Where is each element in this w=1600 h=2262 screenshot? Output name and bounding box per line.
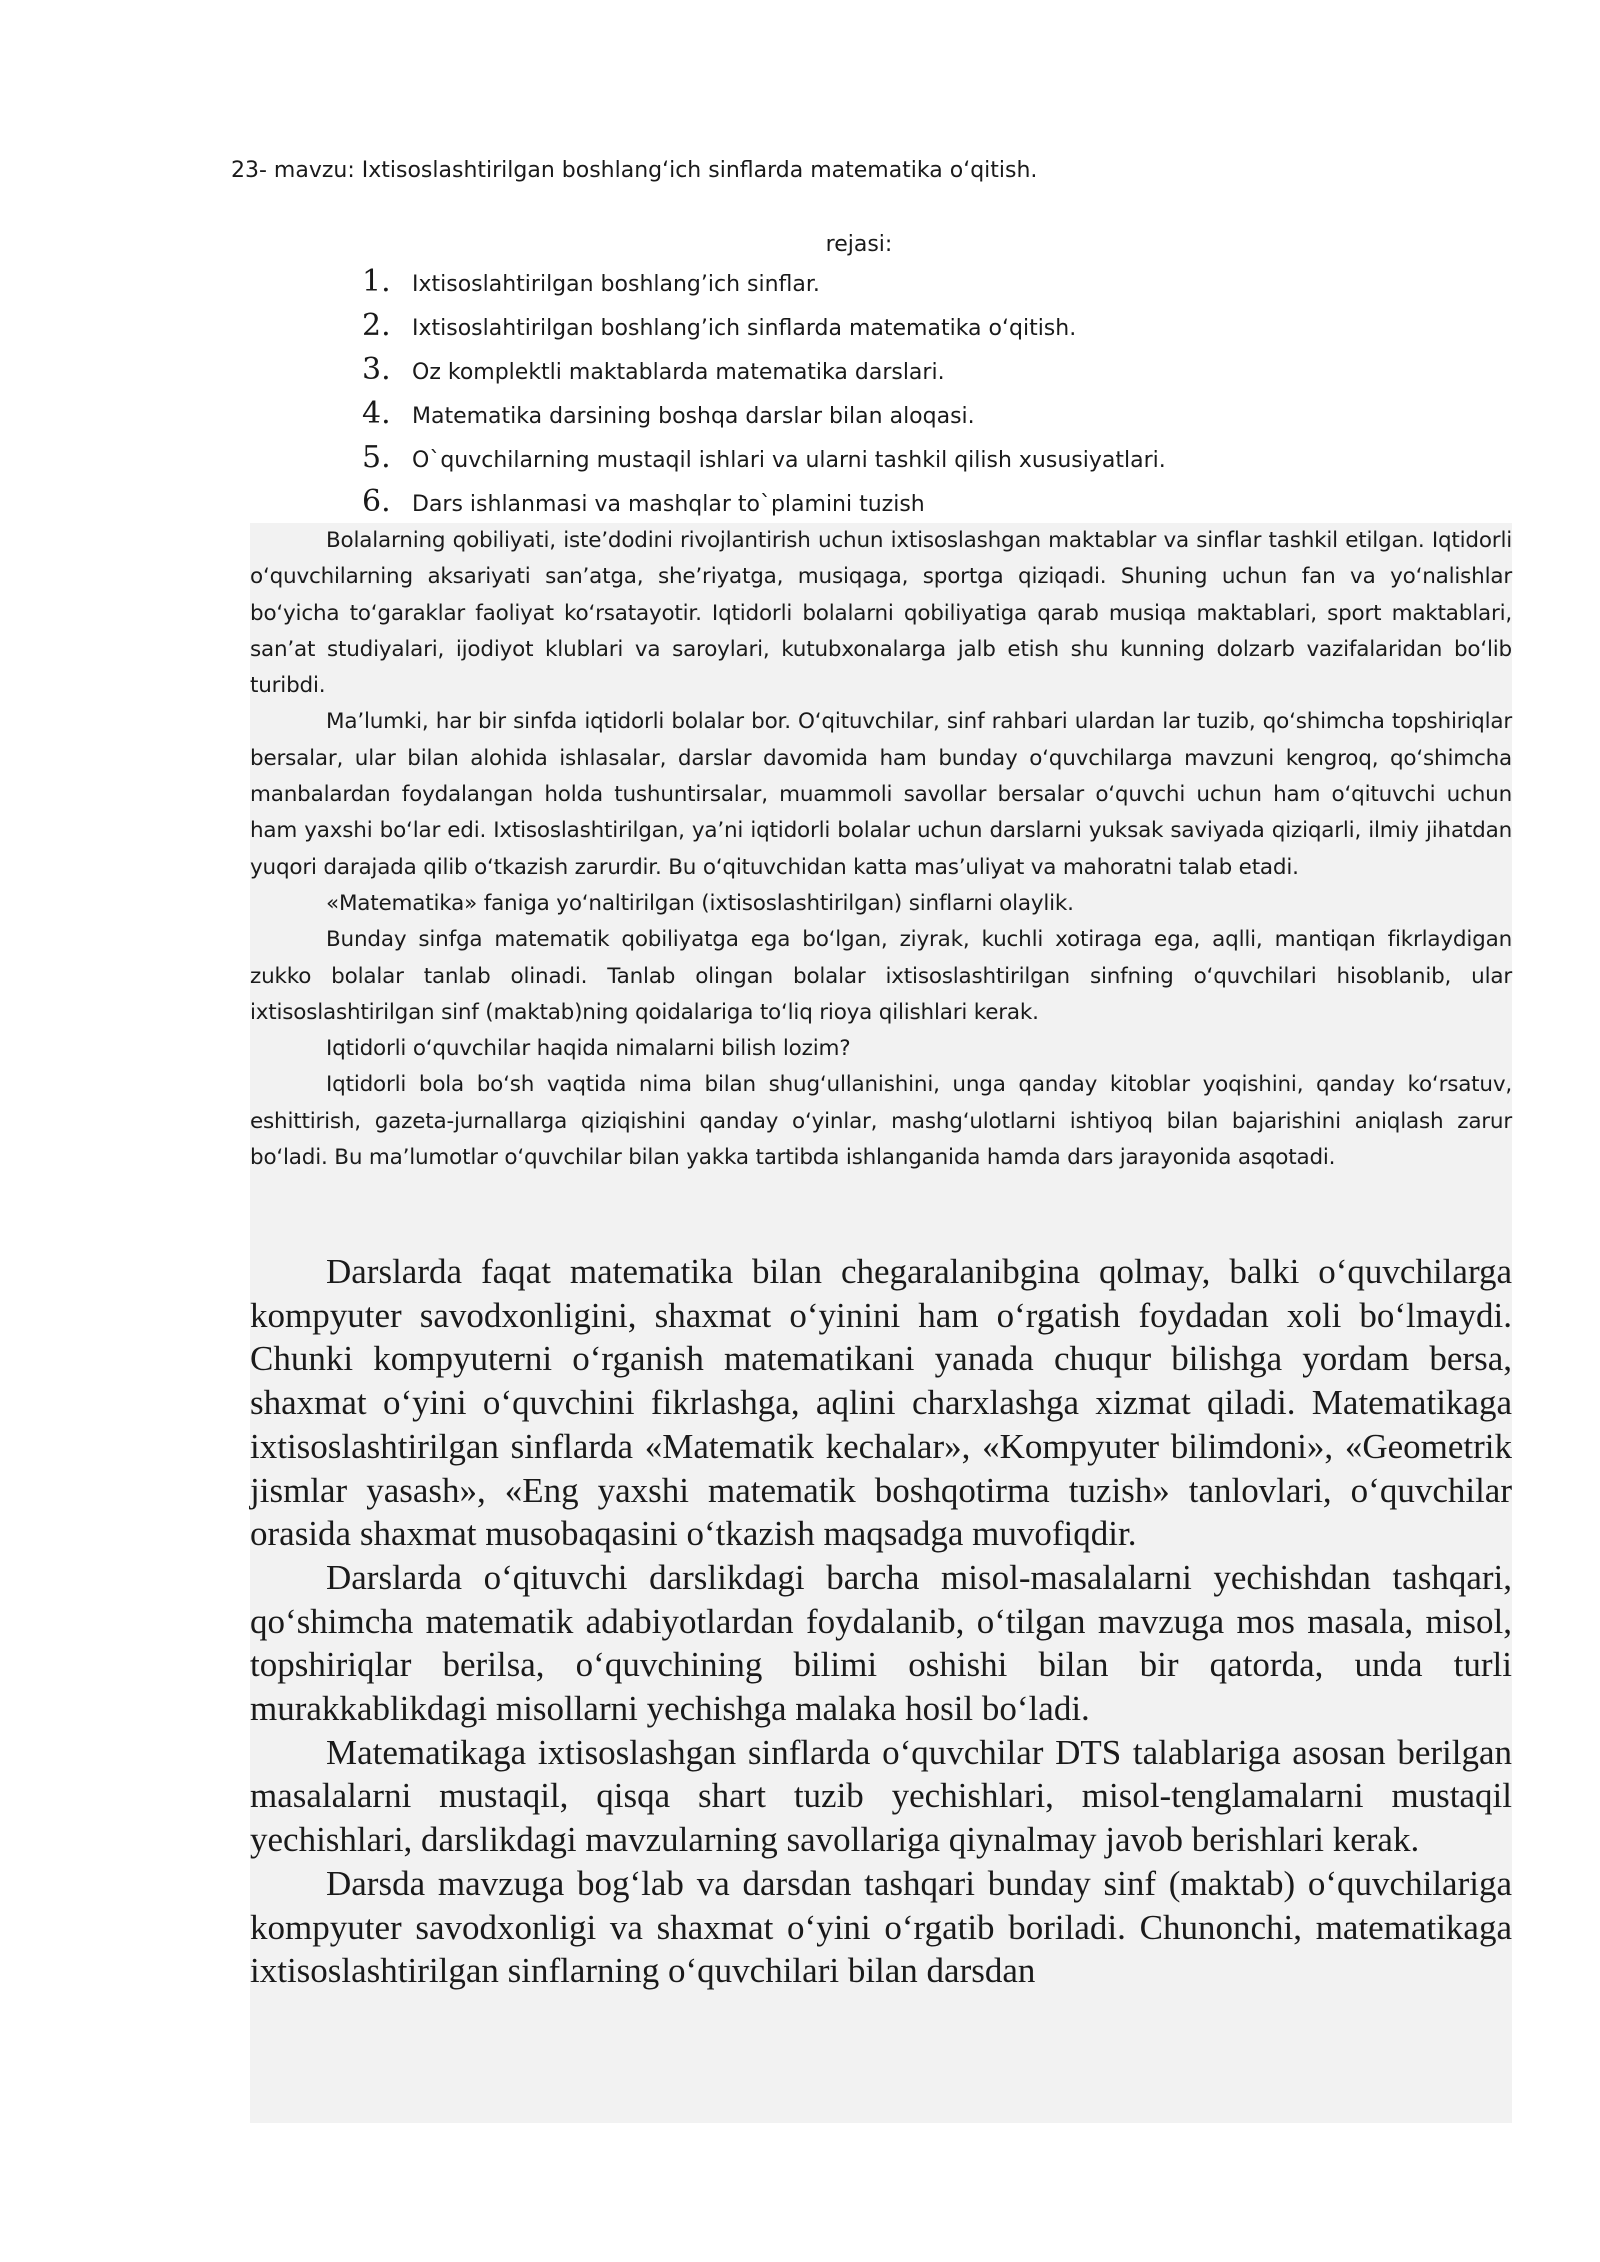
plan-item-number: 1. [362,264,391,299]
plan-item-number: 6. [362,484,391,519]
plan-item-text: Matematika darsining boshqa darslar bilan aloqasi. [412,404,975,429]
paragraph: Darslarda faqat matematika bilan chegaralanibgina qolmay, balki o‘quvchilarga kompyuter savodxonligini, shaxmat o‘yinini ham o‘rgatish foydadan xoli bo‘lmaydi. Chunki kompyuterni o‘rganish matematikani yanada chuqur bilishga yordam bersa, shaxmat o‘yini o‘quvchini fikrlashga, aqlini charxlashga xizmat qiladi. Matematikaga ixtisoslashtirilgan sinflarda «Matematik kechalar», «Kompyuter bilimdoni», «Geometrik jismlar yasash», «Eng yaxshi matematik boshqotirma tuzish» tanlovlari, o‘quvchilar orasida shaxmat musobaqasini o‘tkazish maqsadga muvofiqdir. [250,1252,1512,1554]
paragraph: Darsda mavzuga bog‘lab va darsdan tashqari bunday sinf (maktab) o‘quvchilariga kompyuter savodxonligi va shaxmat o‘yini o‘rgatib boriladi. Chunonchi, matematikaga ixtisoslashtirilgan sinflarning o‘quvchilari bilan darsdan [250,1863,1512,1991]
plan-item [362,396,1166,440]
plan-item-number: 4. [362,396,391,431]
paragraph: Bolalarning qobiliyati, iste’dodini rivojlantirish uchun ixtisoslashgan maktablar va sinflar tashkil etilgan. Iqtidorli o‘quvchilarning aksariyati san’atga, she’riyatga, musiqaga, sportga qiziqadi. Shuning uchun fan va yo‘nalishlar bo‘yicha to‘garaklar faoliyat ko‘rsatayotir. Iqtidorli bolalarni qobiliyatiga qarab musiqa maktablari, sport maktablari, san’at studiyalari, ijodiyot klublari va saroylari, kutubxonalarga jalb etish shu kunning dolzarb vazifalaridan bo‘lib turibdi. [250,528,1512,699]
plan-item-text: Dars ishlanmasi va mashqlar to`plamini tuzish [412,492,925,517]
plan-item [362,308,1166,352]
paragraph: «Matematika» faniga yo‘naltirilgan (ixtisoslashtirilgan) sinflarni olaylik. [326,890,1074,916]
plan-item [362,440,1166,484]
body-text-serif [250,1250,1512,1993]
paragraph: Matematikaga ixtisoslashgan sinflarda o‘quvchilar DTS talablariga asosan berilgan masalalarni mustaqil, qisqa shart tuzib yechishlari, misol-tenglamalarni mustaqil yechishlari, darslikdagi mavzularning savollariga qiynalmay javob berishlari kerak. [250,1732,1512,1860]
plan-item-number: 5. [362,440,391,475]
plan-item-text: Oz komplektli maktablarda matematika darslari. [412,360,945,385]
plan-item-number: 3. [362,352,391,387]
paragraph: Darslarda o‘qituvchi darslikdagi barcha misol-masalalarni yechishdan tashqari, qo‘shimcha matematik adabiyotlardan foydalanib, o‘tilgan mavzuga mos masala, misol, topshiriqlar berilsa, o‘quvchining bilimi oshishi bilan bir qatorda, unda turli murakkablikdagi misollarni yechishga malaka hosil bo‘ladi. [250,1557,1512,1729]
plan-list [362,264,1166,528]
plan-item-text: Ixtisoslahtirilgan boshlang’ich sinflarda matematika o‘qitish. [412,316,1077,341]
plan-item [362,484,1166,528]
plan-item-number: 2. [362,308,391,343]
body-text-sans [250,523,1512,1176]
document-title: 23- mavzu: Ixtisoslashtirilgan boshlang‘ich sinflarda matematika o‘qitish. [231,158,1038,183]
paragraph: Ma’lumki, har bir sinfda iqtidorli bolalar bor. O‘qituvchilar, sinf rahbari ulardan lar tuzib, qo‘shimcha topshiriqlar bersalar, ular bilan alohida ishlasalar, darslar davomida ham bunday o‘quvchilarga mavzuni kengroq, qo‘shimcha manbalardan foydalangan holda tushuntirsalar, muammoli savollar bersalar o‘quvchi uchun ham o‘qituvchi uchun ham yaxshi bo‘lar edi. Ixtisoslashtirilgan, ya’ni iqtidorli bolalar uchun darslarni yuksak saviyada qiziqarli, ilmiy jihatdan yuqori darajada qilib o‘tkazish zarurdir. Bu o‘qituvchidan katta mas’uliyat va mahoratni talab etadi. [250,709,1512,880]
paragraph: Bunday sinfga matematik qobiliyatga ega bo‘lgan, ziyrak, kuchli xotiraga ega, aqlli, mantiqan fikrlaydigan zukko bolalar tanlab olinadi. Tanlab olingan bolalar ixtisoslashtirilgan sinfning o‘quvchilari hisoblanib, ular ixtisoslashtirilgan sinf (maktab)ning qoidalariga to‘liq rioya qilishlari kerak. [250,927,1512,1025]
plan-item [362,352,1166,396]
plan-item-text: Ixtisoslahtirilgan boshlang’ich sinflar. [412,272,820,297]
plan-item-text: O`quvchilarning mustaqil ishlari va ularni tashkil qilish xususiyatlari. [412,448,1166,473]
paragraph: Iqtidorli bola bo‘sh vaqtida nima bilan shug‘ullanishini, unga qanday kitoblar yoqishini, qanday ko‘rsatuv, eshittirish, gazeta-jurnallarga qiziqishini qanday o‘yinlar, mashg‘ulotlarni ishtiyoq bilan bajarishini aniqlash zarur bo‘ladi. Bu ma’lumotlar o‘quvchilar bilan yakka tartibda ishlanganida hamda dars jarayonida asqotadi. [250,1072,1512,1171]
paragraph: Iqtidorli o‘quvchilar haqida nimalarni bilish lozim? [326,1036,851,1062]
plan-item [362,264,1166,308]
plan-heading: rejasi: [825,232,893,257]
